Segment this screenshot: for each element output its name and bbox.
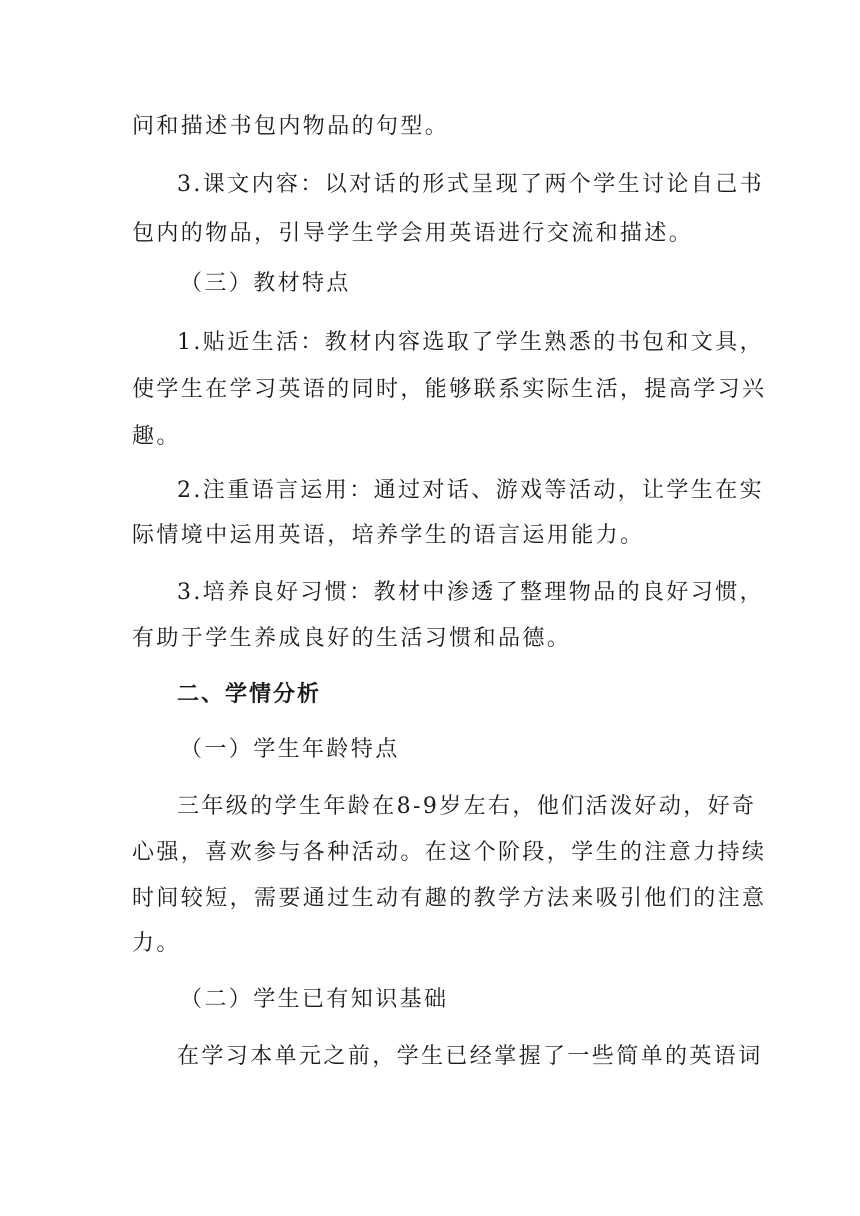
paragraph-line: 3.培养良好习惯：教材中渗透了整理物品的良好习惯， [177,580,764,605]
paragraph-line: 际情境中运用英语，培养学生的语言运用能力。 [132,523,645,548]
paragraph-line: 3.课文内容：以对话的形式呈现了两个学生讨论自己书 [177,172,764,197]
paragraph-line: 2.注重语言运用：通过对话、游戏等活动，让学生在实 [177,478,764,503]
paragraph-line: 三年级的学生年龄在8-9岁左右，他们活泼好动，好奇 [177,794,757,819]
paragraph-line: 有助于学生养成良好的生活习惯和品德。 [132,626,572,651]
paragraph-line: 趣。 [132,424,181,449]
paragraph-line: 在学习本单元之前，学生已经掌握了一些简单的英语词 [177,1044,763,1069]
paragraph-line: 力。 [132,931,181,956]
chapter-heading: 二、学情分析 [177,682,322,707]
section-heading: （三）教材特点 [180,271,351,296]
paragraph-line: 1.贴近生活：教材内容选取了学生熟悉的书包和文具， [177,330,764,355]
paragraph-line: 包内的物品，引导学生学会用英语进行交流和描述。 [132,221,694,246]
paragraph-line: 心强，喜欢参与各种活动。在这个阶段，学生的注意力持续 [132,840,767,865]
section-heading: （二）学生已有知识基础 [180,987,449,1012]
paragraph-line: 时间较短，需要通过生动有趣的教学方法来吸引他们的注意 [132,886,767,911]
paragraph-line: 使学生在学习英语的同时，能够联系实际生活，提高学习兴 [132,377,767,402]
section-heading: （一）学生年龄特点 [180,737,400,762]
paragraph-line: 问和描述书包内物品的句型。 [132,114,450,139]
